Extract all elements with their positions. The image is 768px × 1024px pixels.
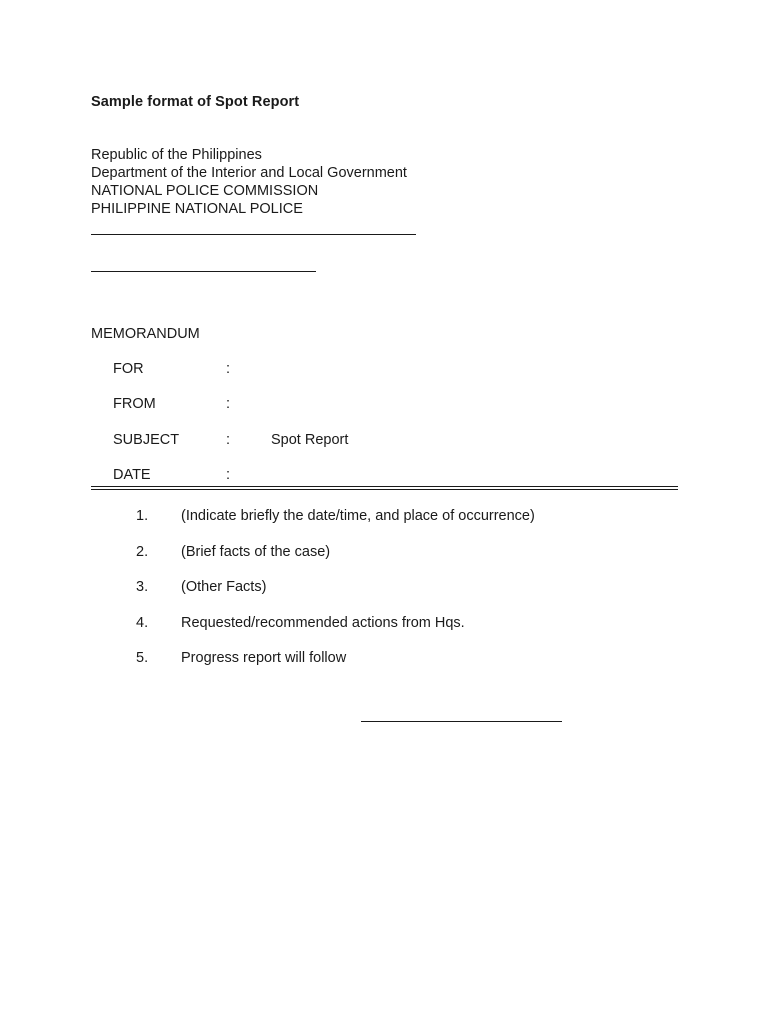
item-text: Requested/recommended actions from Hqs.: [181, 615, 465, 631]
field-value-subject: Spot Report: [271, 432, 349, 448]
field-colon-subject: :: [226, 432, 231, 448]
letterhead-line-republic: Republic of the Philippines: [91, 147, 262, 163]
letterhead-line-department: Department of the Interior and Local Government: [91, 165, 407, 181]
item-text: (Indicate briefly the date/time, and place of occurrence): [181, 508, 535, 524]
item-text: (Other Facts): [181, 579, 267, 595]
item-number: 3.: [136, 579, 149, 595]
field-colon-date: :: [226, 467, 231, 483]
field-label-from: FROM: [113, 396, 156, 412]
letterhead: [91, 146, 407, 218]
item-text: (Brief facts of the case): [181, 544, 331, 560]
field-label-subject: SUBJECT: [113, 432, 180, 448]
field-colon-for: :: [226, 361, 231, 377]
field-colon-from: :: [226, 396, 231, 412]
item-number: 5.: [136, 650, 149, 666]
item-number: 1.: [136, 508, 149, 524]
field-label-for: FOR: [113, 361, 144, 377]
letterhead-line-police: PHILIPPINE NATIONAL POLICE: [91, 201, 303, 217]
item-number: 4.: [136, 615, 149, 631]
blank-line-office: [91, 234, 416, 235]
blank-line-location: [91, 271, 316, 272]
document-title: Sample format of Spot Report: [91, 94, 300, 110]
item-text: Progress report will follow: [181, 650, 347, 666]
memo-header-divider: [91, 486, 678, 490]
signature-line: [361, 721, 562, 722]
memorandum-heading: MEMORANDUM: [91, 326, 200, 342]
letterhead-line-commission: NATIONAL POLICE COMMISSION: [91, 183, 319, 199]
field-label-date: DATE: [113, 467, 151, 483]
item-number: 2.: [136, 544, 149, 560]
